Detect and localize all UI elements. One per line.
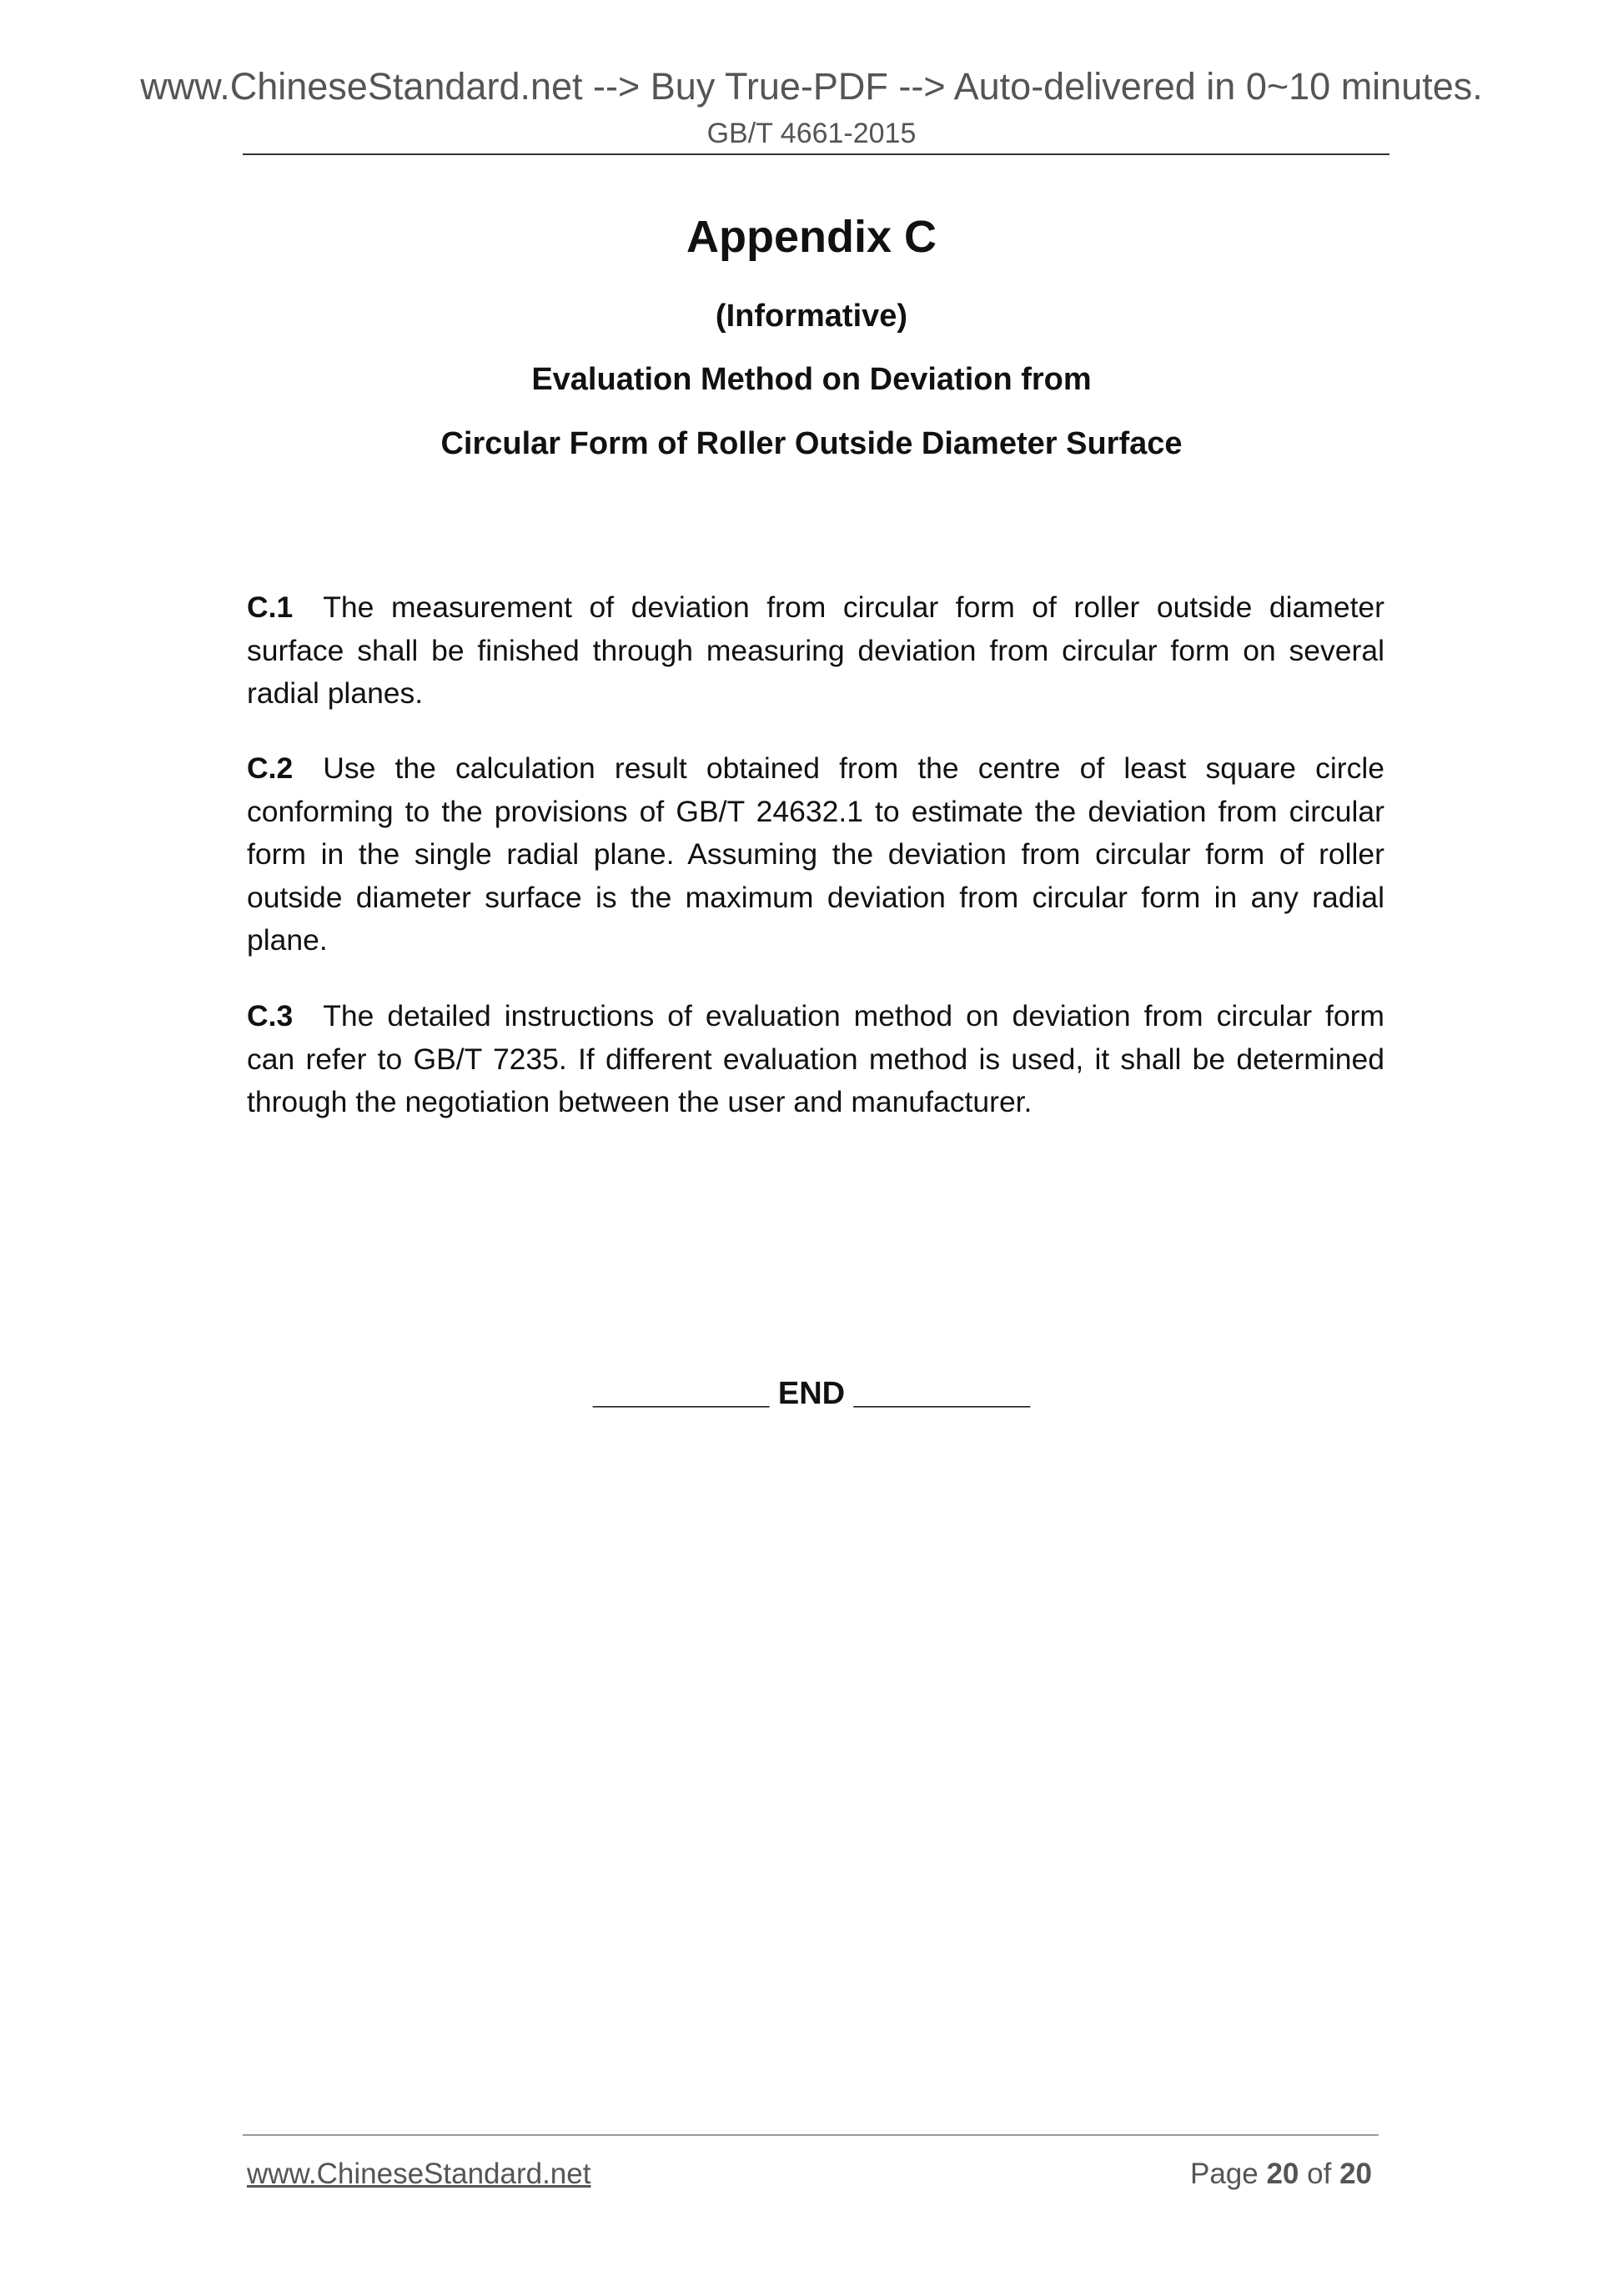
clause-text: Use the calculation result obtained from the centre of least square circle conforming to the provisions of GB/T 24632.1 to estimate the deviation from circular form in the single radial plane. Assuming the deviation from circular form of roller outside diameter surface is the maximum deviation from circular form in any radial plane. — [247, 751, 1384, 957]
clause-c2 — [247, 747, 1384, 962]
site-banner: www.ChineseStandard.net --> Buy True-PDF --> Auto-delivered in 0~10 minutes. — [140, 65, 1483, 108]
clause-c3 — [247, 995, 1384, 1124]
standard-code: GB/T 4661-2015 — [706, 118, 917, 149]
page-total: 20 — [1339, 2158, 1372, 2190]
page-number — [1190, 2157, 1372, 2192]
clause-text: The measurement of deviation from circular form of roller outside diameter surface shall be finished through measuring deviation from circular form on several radial planes. — [247, 590, 1384, 710]
page-prefix: Page — [1189, 2158, 1259, 2190]
page-current: 20 — [1266, 2158, 1299, 2190]
clause-number: C.2 — [247, 751, 294, 785]
clause-text: The detailed instructions of evaluation method on deviation from circular form can refer to GB/T 7235. If different evaluation method is used, it shall be determined through the negotiation between the user and manufacturer. — [247, 999, 1384, 1118]
footer-site-link[interactable]: www.ChineseStandard.net — [247, 2158, 591, 2190]
clause-number: C.3 — [247, 999, 294, 1032]
appendix-type: (Informative) — [715, 299, 908, 334]
page-of: of — [1307, 2158, 1332, 2190]
appendix-subtitle-line2: Circular Form of Roller Outside Diameter Surface — [440, 426, 1183, 461]
end-marker: __________ END __________ — [592, 1376, 1031, 1411]
footer-divider — [243, 2134, 1379, 2136]
appendix-subtitle-line1: Evaluation Method on Deviation from — [531, 362, 1092, 397]
clause-c1 — [247, 586, 1384, 716]
appendix-title: Appendix C — [686, 212, 937, 262]
clause-number: C.1 — [247, 590, 294, 624]
header-divider — [243, 153, 1389, 155]
